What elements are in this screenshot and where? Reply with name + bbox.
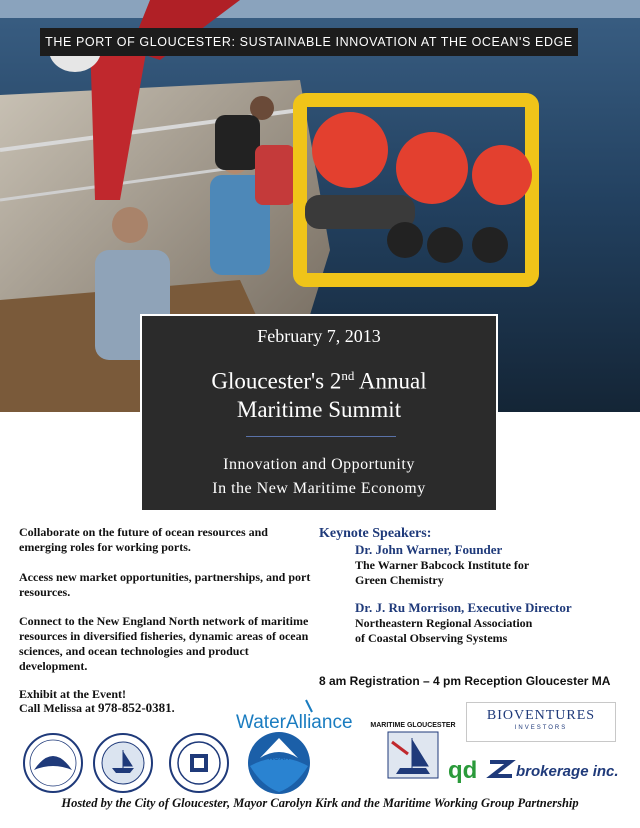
title-superscript: nd bbox=[341, 368, 355, 383]
title-divider bbox=[246, 436, 396, 437]
schedule-info: 8 am Registration – 4 pm Reception Gloucester MA bbox=[319, 674, 611, 688]
speaker-org: Northeastern Regional Association of Coastal Observing Systems bbox=[355, 616, 533, 645]
bioventures-text: BIOVENTURES bbox=[486, 708, 596, 723]
water-alliance-logo bbox=[236, 698, 372, 739]
paragraph-access: Access new market opportunities, partnerships, and port resources. bbox=[19, 570, 311, 599]
bioventures-logo bbox=[466, 702, 616, 742]
tagline-line1: Innovation and Opportunity bbox=[223, 456, 415, 473]
title-pre: Gloucester's 2 bbox=[211, 368, 342, 394]
exhibit-info: Exhibit at the Event! Call Melissa at 978-852-0381. bbox=[19, 687, 175, 715]
top-banner: THE PORT OF GLOUCESTER: SUSTAINABLE INNOVATION AT THE OCEAN'S EDGE bbox=[40, 28, 578, 56]
maritime-gloucester-logo bbox=[370, 718, 456, 787]
university-seal bbox=[168, 732, 230, 799]
noaa-text: NOAA bbox=[268, 755, 290, 762]
maritime-gloucester-text: MARITIME GLOUCESTER bbox=[370, 722, 456, 729]
qd-brokerage-logo bbox=[448, 752, 638, 791]
footer-hosted-by: Hosted by the City of Gloucester, Mayor Carolyn Kirk and the Maritime Working Group Partnership bbox=[61, 796, 579, 810]
paragraph-connect: Connect to the New England North network of maritime resources in diversified fisheries, dynamic areas of ocean sciences, and ocean technologies and product development. bbox=[19, 614, 309, 673]
event-title-line2: Maritime Summit bbox=[236, 397, 402, 422]
keynote-heading: Keynote Speakers: bbox=[319, 526, 432, 541]
tagline-line2: In the New Maritime Economy bbox=[212, 480, 426, 497]
city-of-gloucester-seal bbox=[92, 732, 154, 799]
noaa-logo bbox=[246, 730, 312, 801]
event-date: February 7, 2013 bbox=[257, 326, 381, 346]
speaker-org: The Warner Babcock Institute for Green Chemistry bbox=[355, 558, 530, 587]
paragraph-collaborate: Collaborate on the future of ocean resources and emerging roles for working ports. bbox=[19, 525, 268, 554]
exhibit-line1: Exhibit at the Event! bbox=[19, 687, 127, 701]
brokerage-text: brokerage inc. bbox=[516, 763, 619, 780]
phone-number[interactable]: 978-852-0381 bbox=[98, 700, 172, 715]
exhibit-prefix: Call Melissa at bbox=[19, 701, 98, 715]
water-alliance-text: WaterAlliance bbox=[236, 712, 353, 733]
event-title-line1 bbox=[142, 368, 496, 395]
speaker-name: Dr. J. Ru Morrison, Executive Director bbox=[355, 600, 572, 615]
speaker-name: Dr. John Warner, Founder bbox=[355, 542, 503, 557]
title-post: Annual bbox=[354, 368, 427, 394]
event-title-box bbox=[140, 314, 498, 512]
bioventures-sub: INVESTORS bbox=[514, 725, 568, 731]
ocean-alliance-logo bbox=[22, 732, 84, 799]
qd-text: qd bbox=[448, 757, 478, 784]
